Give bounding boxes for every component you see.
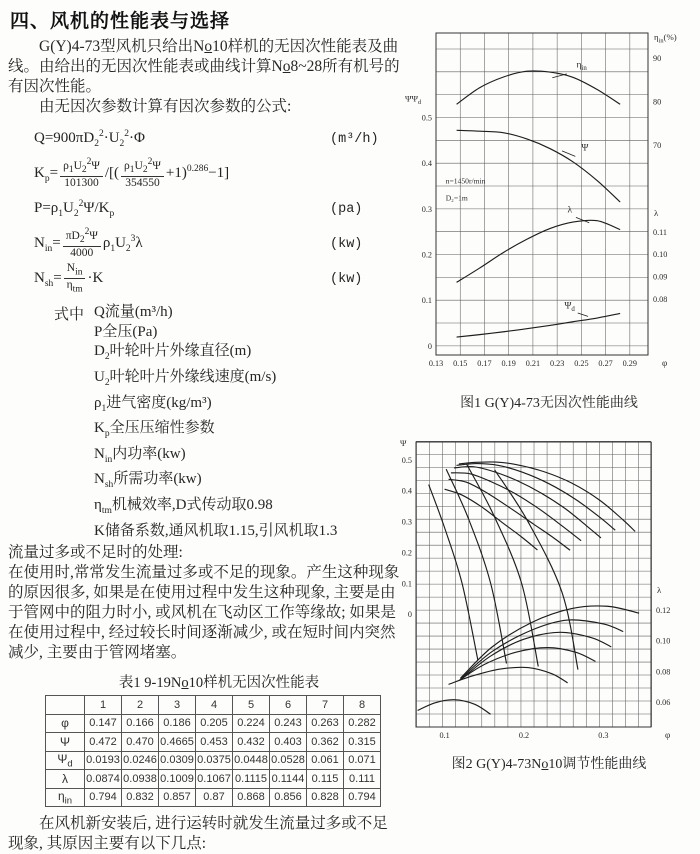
x-tick-label: 0.17 bbox=[477, 359, 492, 368]
left-tick-label: 0.4 bbox=[401, 486, 412, 496]
formula-line bbox=[34, 157, 400, 192]
figure1-caption: 图1 G(Y)4-73无因次性能曲线 bbox=[460, 396, 638, 411]
table-cell: 0.794 bbox=[85, 788, 122, 807]
table-cell: 0.0375 bbox=[196, 751, 233, 770]
table-header-cell: 8 bbox=[344, 696, 381, 715]
x-tick-label: 0.1 bbox=[439, 731, 450, 740]
table-row-label: Ψ bbox=[46, 733, 85, 752]
left-tick-label: 0.3 bbox=[401, 517, 412, 527]
vane-psi-3 bbox=[451, 473, 581, 541]
x-axis-label: φ bbox=[662, 358, 668, 368]
left-tick-label: 0.2 bbox=[401, 548, 412, 558]
formula-unit: (m³/h) bbox=[330, 132, 379, 147]
symbol-definition: $U_2$叶轮叶片外缘线速度(m/s) bbox=[94, 369, 277, 389]
symbol-definition: $N_{in}$内功率(kw) bbox=[94, 445, 186, 465]
table-row-label: φ bbox=[46, 714, 85, 733]
table-row bbox=[46, 788, 381, 807]
formula-line bbox=[34, 262, 400, 297]
boundary-line-4 bbox=[495, 470, 578, 670]
formula-line bbox=[34, 122, 400, 157]
table-cell: 0.243 bbox=[270, 714, 307, 733]
table-cell: 0.0938 bbox=[122, 770, 159, 789]
table-row-label: λ bbox=[46, 770, 85, 789]
chart-dimensionless-performance bbox=[398, 21, 698, 385]
eta-in-curve bbox=[457, 71, 621, 104]
symbol-definition: $\rho_1$进气密度(kg/m³) bbox=[94, 394, 212, 414]
curve-label: Ψ bbox=[581, 143, 589, 154]
symbol-definition: $D_2$叶轮叶片外缘直径(m) bbox=[94, 343, 252, 363]
table-cell: 0.403 bbox=[270, 733, 307, 752]
x-tick-label: 0.2 bbox=[518, 731, 530, 740]
paragraph-flow-body: 在使用时,常常发生流量过多或不足的现象。产生这种现象的原因很多, 如果是在使用过程中发生这种现象, 主要是由于管网中的阻力时小, 或风机在飞动区工作等缘故; 如果是在使用过程中, 经过较长时间逐渐减少, 或在短时间内突然减少, 主要由于管网堵塞。 bbox=[8, 564, 400, 662]
formula-line bbox=[34, 227, 400, 262]
chart-annotation: D₂=1m bbox=[445, 193, 468, 203]
vane-psi-1 bbox=[456, 464, 615, 531]
x-tick-label: 0.13 bbox=[428, 359, 444, 368]
symbol-definition: K储备系数,通风机取1.15,引风机取1.3 bbox=[94, 522, 338, 539]
x-axis-label: φ bbox=[665, 730, 671, 740]
table-cell: 0.4665 bbox=[159, 733, 196, 752]
table-row bbox=[46, 751, 381, 770]
table-cell: 0.0193 bbox=[85, 751, 122, 770]
symbol-definition: $\eta_{tm}$机械效率,D式传动取0.98 bbox=[94, 497, 273, 517]
left-tick-label: 0 bbox=[427, 341, 432, 351]
performance-table bbox=[45, 695, 381, 807]
curve-label-leader bbox=[578, 313, 588, 316]
table-cell: 0.071 bbox=[344, 751, 381, 770]
table-cell: 0.857 bbox=[159, 788, 196, 807]
table-cell: 0.828 bbox=[307, 788, 344, 807]
table-cell: 0.1115 bbox=[233, 770, 270, 789]
right-tick-label: 0.10 bbox=[653, 250, 668, 260]
table-cell: 0.0528 bbox=[270, 751, 307, 770]
right-axis-label: λ bbox=[657, 585, 662, 596]
left-tick-label: 0.1 bbox=[421, 296, 432, 306]
paragraph-final: 在风机新安装后, 进行运转时就发生流量过多或不足现象, 其原因主要有以下几点: bbox=[8, 815, 388, 853]
table-cell: 0.115 bbox=[307, 770, 344, 789]
formula-expression: $Q=900\pi D_2^2\cdot U_2^2\cdot\Phi$ bbox=[34, 129, 145, 149]
right-axis-label: λ bbox=[654, 207, 659, 218]
table-cell: 0.832 bbox=[122, 788, 159, 807]
table-cell: 0.0309 bbox=[159, 751, 196, 770]
table-cell: 0.0874 bbox=[85, 770, 122, 789]
table-cell: 0.470 bbox=[122, 733, 159, 752]
chart-annotation: n=1450r/min bbox=[445, 176, 486, 186]
table-cell: 0.0246 bbox=[122, 751, 159, 770]
right-tick-label: 0.09 bbox=[653, 272, 668, 282]
curve-label-leader bbox=[552, 74, 567, 78]
table-cell: 0.432 bbox=[233, 733, 270, 752]
x-tick-label: 0.25 bbox=[574, 359, 589, 368]
table-cell: 0.282 bbox=[344, 714, 381, 733]
right-tick-label: 0.12 bbox=[656, 606, 671, 616]
right-tick-label: 0.10 bbox=[656, 636, 671, 646]
curve-label-leader bbox=[562, 151, 575, 156]
lambda-curve bbox=[457, 220, 621, 282]
psi-curve bbox=[457, 130, 621, 202]
formula-expression: $P=\rho_1U_2^2\Psi/K_p$ bbox=[34, 199, 115, 220]
table-row-label: $\eta_{in}$ bbox=[46, 788, 85, 807]
formula-unit: (kw) bbox=[330, 272, 363, 288]
x-tick-label: 0.27 bbox=[598, 359, 613, 368]
x-tick-label: 0.15 bbox=[453, 359, 468, 368]
paragraph-formula-lead: 由无因次参数计算有因次参数的公式: bbox=[39, 98, 292, 115]
table-header-cell: 2 bbox=[122, 696, 159, 715]
table-row bbox=[46, 770, 381, 789]
table-cell: 0.1009 bbox=[159, 770, 196, 789]
left-tick-label: 0.1 bbox=[401, 579, 412, 589]
table-header-cell: 6 bbox=[270, 696, 307, 715]
table-caption: 表1 9-19No10样机无因次性能表 bbox=[118, 675, 320, 692]
x-tick-label: 0.29 bbox=[622, 359, 637, 368]
table-header-cell: 7 bbox=[307, 696, 344, 715]
table-cell: 0.061 bbox=[307, 751, 344, 770]
table-row-label: $\Psi_d$ bbox=[46, 751, 85, 770]
right-tick-label: 0.11 bbox=[653, 227, 668, 237]
left-axis-label: Ψ bbox=[400, 438, 407, 449]
symbol-legend bbox=[54, 303, 400, 541]
table-header-cell bbox=[46, 696, 85, 715]
table-cell: 0.453 bbox=[196, 733, 233, 752]
right-tick-label: 90 bbox=[653, 54, 662, 64]
table-cell: 0.147 bbox=[85, 714, 122, 733]
boundary-line-1 bbox=[429, 485, 478, 661]
left-tick-label: 0.4 bbox=[421, 159, 432, 169]
figure2-caption: 图2 G(Y)4-73No10调节性能曲线 bbox=[451, 757, 647, 772]
table-cell: 0.1067 bbox=[196, 770, 233, 789]
left-text-column bbox=[8, 4, 400, 854]
right-tick-label: 70 bbox=[653, 141, 662, 151]
table-cell: 0.1144 bbox=[270, 770, 307, 789]
formula-unit: (pa) bbox=[330, 202, 363, 218]
right-tick-label: 0.08 bbox=[653, 294, 668, 304]
symbol-definition: $K_p$全压压缩性参数 bbox=[94, 420, 215, 440]
formula-block bbox=[34, 122, 400, 297]
table-cell: 0.868 bbox=[233, 788, 270, 807]
curve-label: $\eta_{in}$ bbox=[576, 60, 587, 72]
symbol-definition: Q流量(m³/h) bbox=[94, 304, 173, 321]
table-cell: 0.472 bbox=[85, 733, 122, 752]
curve-label: $\Psi_d$ bbox=[564, 301, 575, 313]
right-tick-label: 0.06 bbox=[656, 698, 671, 708]
left-tick-label: 0.3 bbox=[421, 204, 432, 214]
x-tick-label: 0.3 bbox=[598, 731, 609, 740]
page-title: 四、风机的性能表与选择 bbox=[10, 11, 231, 32]
x-tick-label: 0.21 bbox=[525, 359, 541, 368]
table-header-cell: 1 bbox=[85, 696, 122, 715]
symbol-definition: P全压(Pa) bbox=[94, 323, 158, 340]
plot-border bbox=[416, 442, 651, 727]
right-tick-label: 0.08 bbox=[656, 667, 671, 677]
formula-line bbox=[34, 192, 400, 227]
vane-lambda-5 bbox=[418, 700, 491, 715]
x-tick-label: 0.19 bbox=[501, 359, 516, 368]
table-header-cell: 4 bbox=[196, 696, 233, 715]
table-cell: 0.111 bbox=[344, 770, 381, 789]
table-cell: 0.856 bbox=[270, 788, 307, 807]
table-header-cell: 5 bbox=[233, 696, 270, 715]
paragraph-flow-title: 流量过多或不足时的处理: bbox=[8, 544, 183, 562]
x-tick-label: 0.23 bbox=[549, 359, 565, 368]
table-row bbox=[46, 714, 381, 733]
right-axis-label: $\eta_{in}(\%)$ bbox=[654, 31, 677, 45]
table-cell: 0.794 bbox=[344, 788, 381, 807]
table-cell: 0.166 bbox=[122, 714, 159, 733]
symbol-list bbox=[94, 303, 394, 541]
left-tick-label: 0 bbox=[407, 610, 412, 620]
left-tick-label: 0.5 bbox=[401, 455, 412, 465]
table-cell: 0.362 bbox=[307, 733, 344, 752]
right-tick-label: 80 bbox=[653, 97, 662, 107]
table-cell: 0.87 bbox=[196, 788, 233, 807]
table-cell: 0.205 bbox=[196, 714, 233, 733]
table-header-cell: 3 bbox=[159, 696, 196, 715]
table-cell: 0.0448 bbox=[233, 751, 270, 770]
left-axis-label: $\Psi\Psi_d$ bbox=[405, 93, 422, 107]
left-tick-label: 0.5 bbox=[421, 113, 432, 123]
formula-expression: $K_p=$ $\frac{\rho_1U_2^2\Psi}{101300}$ /[( $\frac{\rho_1U_2^2\Psi}{354550}$ +1)$^{0.286}$−1] bbox=[34, 157, 230, 190]
formula-expression: $N_{in}=$ $\frac{\pi D_2^2\Psi}{4000}$ $\rho_1U_2^3\lambda$ bbox=[34, 227, 143, 260]
left-tick-label: 0.2 bbox=[421, 250, 432, 260]
paragraph-intro: G(Y)4-73型风机只给出No10样机的无因次性能表及曲线。由给出的无因次性能表或曲线计算No8~28所有机号的有因次性能。 bbox=[8, 38, 400, 95]
table-cell: 0.224 bbox=[233, 714, 270, 733]
curve-label: λ bbox=[567, 205, 573, 216]
table-cell: 0.263 bbox=[307, 714, 344, 733]
table-cell: 0.315 bbox=[344, 733, 381, 752]
symbol-legend-label: 式中 bbox=[54, 307, 85, 324]
formula-expression: $N_{sh}=$ $N_{in}$ $\eta_{tm}$ ·K bbox=[34, 262, 104, 295]
table-cell: 0.186 bbox=[159, 714, 196, 733]
table-row bbox=[46, 733, 381, 752]
right-figure-column bbox=[398, 0, 700, 773]
psi-d-curve bbox=[457, 313, 621, 337]
chart-regulation-performance bbox=[398, 434, 698, 746]
symbol-definition: $N_{sh}$所需功率(kw) bbox=[94, 471, 202, 491]
formula-unit: (kw) bbox=[330, 237, 363, 253]
boundary-line-2 bbox=[446, 469, 506, 663]
